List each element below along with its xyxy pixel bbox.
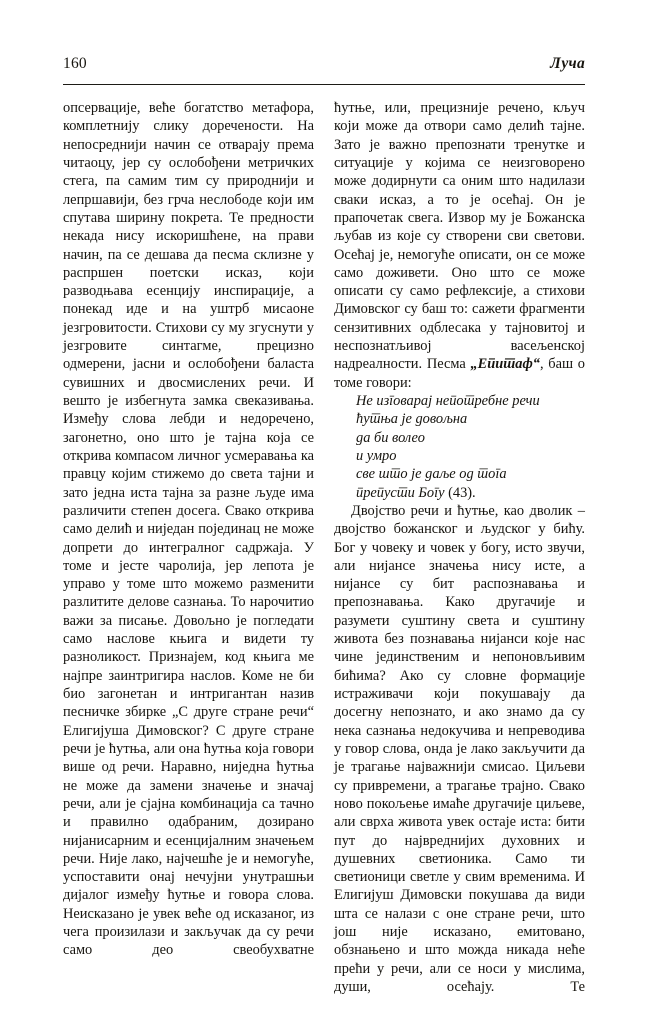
- header-rule: [63, 84, 585, 85]
- verse-line-2: ћутња је довољна: [356, 411, 468, 428]
- verse-line-6: [356, 484, 585, 502]
- paragraph-left-1: опсервације, веће богатство метафора, комплетнију слику доречености. На непосреднији начин се отварају према читаоцу, јер су ослобођени метричких стега, па самим тим су природнији и лепршавији, без грча неслободе који им спутава ширину покрета. Те предности некада нису искоришћене, на прави начин, па се дешава да песма склизне у распршен поетски исказ, који разводњава есенцију инспирације, а понекад иде и на уштрб мисаоне језгровитости. Стихови су му згуснути у језгровите синтагме, прецизно одмерени, јасни и ослобођени баласта сувишних и двосмислених речи. И вешто је избегнута замка свеказивања. Између слова лебди и недоречено, загонетно, оно што је тајна која се открива компасом личног усмеравања ка правцу којим стижемо до света тајни и зато једна иста тајна за разне људе има различити степен досега. Свако открива само делић и ниједан појединац не може допрети до интегралног садржаја. У томе и јесте чаролија, јер лепота је управо у томе што можемо разменити разлитите делове сазнања. То нарочитио важи за писање. Довољно је погледати само наслове књига и видети ту разноликост. Признајем, код књига ме најпре заинтригира наслов. Коме не би био загонетан и интригантан назив песничке збирке „С друге стране речи“ Елигијуша Димовског? С друге стране речи је ћутња, али она ћутња која говори више од речи. Наравно, ниједна ћутња не може да замени значење и значај речи, али је сјајна комбинација са тачно и правилно одабраним, дозирано нијанисарним и есенцијалним значењем речи. Није лако, најчешће је и немогуће, успоставити онај нечујни унутрашњи дијалог између ћутње и говора слова. Неисказано је увек веће од исказаног, из чега произилази и закључак да су речи само део свеобухватне: [63, 100, 314, 959]
- verse-line-5: све што је даље од тога: [356, 466, 507, 483]
- verse-quotation: [334, 392, 585, 502]
- paragraph-right-2: Двојство речи и ћутње, као дволик – двојство божанског и људског у бићу. Бог у човеку и човек у богу, исто звучи, али нијансе значења нису исте, а нијансе су бит распознавања и препознавања. Како другачије и разумети суштину света и суштину живота без познавања нијанси које нас чине јединственим и непоновљивим бићима? Ако су словне формације истраживачи који покушавају да досегну непознато, и ако знамо да су нека сазнања недокучива и непреводива у говор слова, онда је лако закључити да је трагање најважнији смисао. Циљеви су привремени, а трагање трајно. Свако ново покољење имаће другачије циљеве, али сврха живота увек остаје иста: бити пут до највреднијих духовних и душевних светионика. Само ти светионици светле у свим временима. И Елигијуш Димовски покушава да види шта се налази с оне стране речи, што још није исказано, емитовано, обзнањено и што можда никада неће прећи у речи, али се носи у мислима, души, осећају. Те: [334, 502, 585, 995]
- column-right: [334, 99, 585, 995]
- verse-reference: (43).: [444, 484, 476, 501]
- page-number: 160: [63, 55, 87, 72]
- verse-line-4: и умро: [356, 447, 397, 464]
- body-columns: [63, 99, 585, 995]
- paragraph-right-1-tail: , баш о томе говори:: [334, 356, 585, 391]
- paragraph-right-1-head: ћутње, или, прецизније речено, кључ који може да отвори само делић тајне. Зато је важно препознати тренутке и ситуације у којима се неизговорено може додирнути са оним што надилази сваки исказ, а то је осећај. Он је прапочетак свега. Извор му је Божанска љубав из које су створени сви светови. Осећај је, немогуће описати, он се може само доживети. Оно што се може описати су само рефлексије, а стихови Димовског су баш то: сажети фрагменти сензитивних одблесака у тајновитој и неспознатљивој васељенској надреалности. Песма: [334, 100, 585, 373]
- verse-line-1: Не изговарај непотребне речи: [356, 393, 540, 409]
- column-left: [63, 99, 314, 959]
- running-head: [63, 55, 585, 73]
- verse-line-6-text: препусти Богу: [356, 484, 445, 501]
- poem-title-inline: „Епитаф“: [470, 356, 540, 373]
- running-title: Луча: [550, 55, 585, 72]
- verse-line-3: да би волео: [356, 429, 425, 446]
- poem-title-text: Епитаф: [477, 356, 533, 373]
- paragraph-right-1: [334, 99, 585, 392]
